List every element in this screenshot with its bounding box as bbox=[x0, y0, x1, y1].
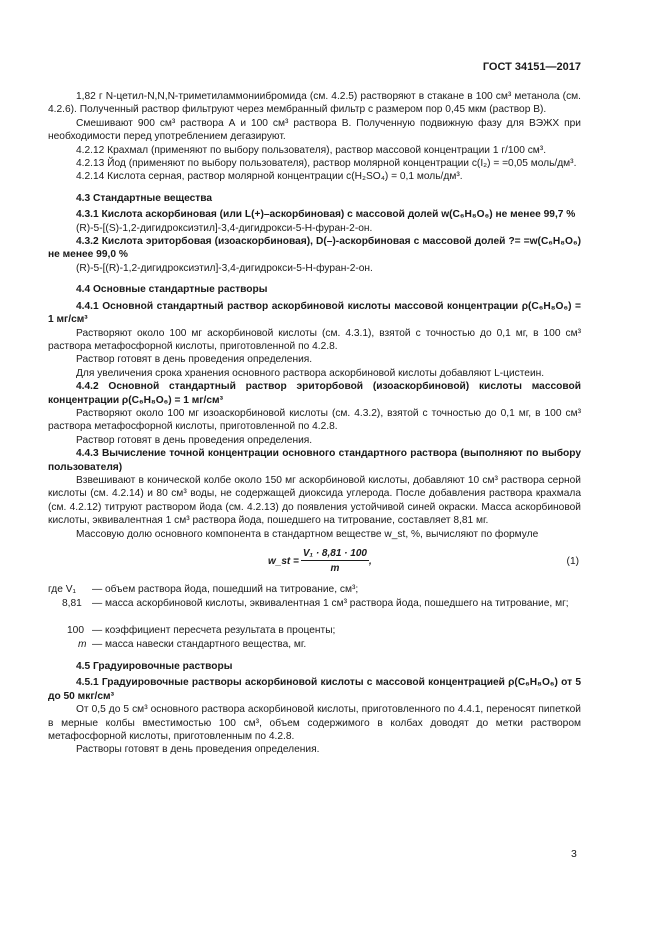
legend-term: где V₁ bbox=[48, 584, 76, 595]
formula-number: (1) bbox=[566, 556, 579, 567]
clause-4-2-13: 4.2.13 Йод (применяют по выбору пользователя), раствор молярной концентрации c(I₂) = =0,05 моль/дм³. bbox=[76, 158, 577, 170]
paragraph: Раствор готовят в день проведения определения. bbox=[76, 354, 313, 366]
paragraph: Растворяют около 100 мг изоаскорбиновой кислоты (см. 4.3.2), взятой с точностью до 0,1 мг, в 100 см³ раствора метафосфорной кислоты, приготовленной по 4.2.8. bbox=[48, 407, 581, 433]
legend-item bbox=[48, 638, 581, 652]
paragraph: Для увеличения срока хранения основного раствора аскорбиновой кислоты добавляют L-цистеин. bbox=[76, 367, 545, 379]
legend-term: 8,81 bbox=[62, 598, 82, 609]
formula-1 bbox=[48, 547, 581, 579]
legend-term: 100 bbox=[67, 625, 84, 636]
legend-desc: — масса аскорбиновой кислоты, эквивалентная 1 см³ раствора йода, пошедшего на титрование, мг; bbox=[92, 598, 569, 609]
standard-header: ГОСТ 34151—2017 bbox=[482, 61, 581, 73]
formula-tail: , bbox=[368, 555, 372, 567]
clause-heading-4-4-3: 4.4.3 Вычисление точной концентрации основного стандартного раствора (выполняют по выбору пользователя) bbox=[48, 448, 581, 473]
clause-4-2-12: 4.2.12 Крахмал (применяют по выбору пользователя), раствор массовой концентрации 1 г/100 см³. bbox=[76, 144, 547, 156]
section-heading-4-4: 4.4 Основные стандартные растворы bbox=[76, 284, 268, 296]
legend-term: m bbox=[78, 639, 87, 650]
legend-desc: — масса навески стандартного вещества, мг. bbox=[92, 639, 307, 650]
formula-fraction bbox=[301, 547, 369, 576]
paragraph: Смешивают 900 см³ раствора А и 100 см³ раствора В. Полученную подвижную фазу для ВЭЖХ при необходимости перед употреблением дегазируют. bbox=[48, 117, 581, 143]
formula-lhs: w_st = bbox=[268, 555, 299, 567]
document-body bbox=[48, 90, 581, 757]
paragraph: 1,82 г N-цетил-N,N,N-триметиламмониибромида (см. 4.2.5) растворяют в стакане в 100 см³ метанола (см. 4.2.6). Полученный раствор фильтруют через мембранный фильтр с размером пор 0,45 мкм (раствор В). bbox=[48, 91, 581, 116]
legend-desc: — объем раствора йода, пошедший на титрование, см³; bbox=[92, 584, 359, 595]
formula-expression bbox=[268, 547, 372, 576]
section-heading-4-3: 4.3 Стандартные вещества bbox=[76, 192, 213, 204]
page-number: 3 bbox=[571, 848, 577, 860]
paragraph: Растворяют около 100 мг аскорбиновой кислоты (см. 4.3.1), взятой с точностью до 0,1 мг, в 100 см³ раствора метафосфорной кислоты, приготовленной по 4.2.8. bbox=[48, 327, 581, 352]
legend-item bbox=[48, 624, 581, 638]
section-heading-4-5: 4.5 Градуировочные растворы bbox=[76, 661, 233, 672]
paragraph: Взвешивают в конической колбе около 150 мг аскорбиновой кислоты, добавляют 10 см³ раствора серной кислоты (см. 4.2.14) и 80 см³ воды, не содержащей диоксида углерода. После добавления раствора крахмала (см. 4.2.12) титруют раствором йода (см. 4.2.13) до появления устойчивой синей окраски. Масса аскорбиновой кислоты, эквивалентная 1 см³ раствора йода, пошедшего на титрование, составляет 8,81 мг. bbox=[48, 474, 581, 527]
clause-heading-4-5-1: 4.5.1 Градуировочные растворы аскорбиновой кислоты с массовой концентрацией ρ(C₆H₈O₆) от 5 до 50 мкг/см³ bbox=[48, 677, 581, 702]
formula-denominator: m bbox=[330, 563, 340, 575]
paragraph: Растворы готовят в день проведения определения. bbox=[76, 744, 320, 756]
clause-heading-4-4-2: 4.4.2 Основной стандартный раствор эриторбовой (изоаскорбиновой) кислоты массовой концентрации ρ(C₆H₈O₆) = 1 мг/см³ bbox=[48, 381, 581, 406]
legend-item bbox=[48, 597, 581, 624]
legend-desc: — коэффициент пересчета результата в проценты; bbox=[92, 625, 336, 636]
paragraph: От 0,5 до 5 см³ основного раствора аскорбиновой кислоты, приготовленного по 4.4.1, переносят пипеткой в мерные колбы вместимостью 100 см³, объем содержимого в колбах доводят до метки раствором метафосфорной кислоты, приготовленным по 4.2.8. bbox=[48, 704, 581, 743]
clause-heading-4-3-2: 4.3.2 Кислота эриторбовая (изоаскорбиновая), D(–)-аскорбиновая с массовой долей ?= =w(C₆H₈O₆) не менее 99,0 % bbox=[48, 236, 581, 261]
paragraph: Массовую долю основного компонента в стандартном веществе w_st, %, вычисляют по формуле bbox=[76, 528, 539, 540]
chemical-name: (R)-5-[(S)-1,2-дигидроксиэтил]-3,4-дигидрокси-5-Н-фуран-2-он. bbox=[76, 222, 373, 234]
legend-item bbox=[48, 583, 581, 597]
paragraph: Раствор готовят в день проведения определения. bbox=[76, 434, 313, 446]
clause-heading-4-4-1: 4.4.1 Основной стандартный раствор аскорбиновой кислоты массовой концентрации ρ(C₆H₈O₆) = 1 мг/см³ bbox=[48, 300, 581, 326]
chemical-name: (R)-5-[(R)-1,2-дигидроксиэтил]-3,4-дигидрокси-5-Н-фуран-2-он. bbox=[76, 262, 373, 274]
clause-heading-4-3-1: 4.3.1 Кислота аскорбиновая (или L(+)–аскорбиновая) с массовой долей w(C₆H₈O₆) не менее 99,7 % bbox=[76, 209, 576, 221]
formula-numerator: V₁ · 8,81 · 100 bbox=[301, 547, 369, 561]
clause-4-2-14: 4.2.14 Кислота серная, раствор молярной концентрации c(H₂SO₄) = 0,1 моль/дм³. bbox=[76, 171, 463, 183]
